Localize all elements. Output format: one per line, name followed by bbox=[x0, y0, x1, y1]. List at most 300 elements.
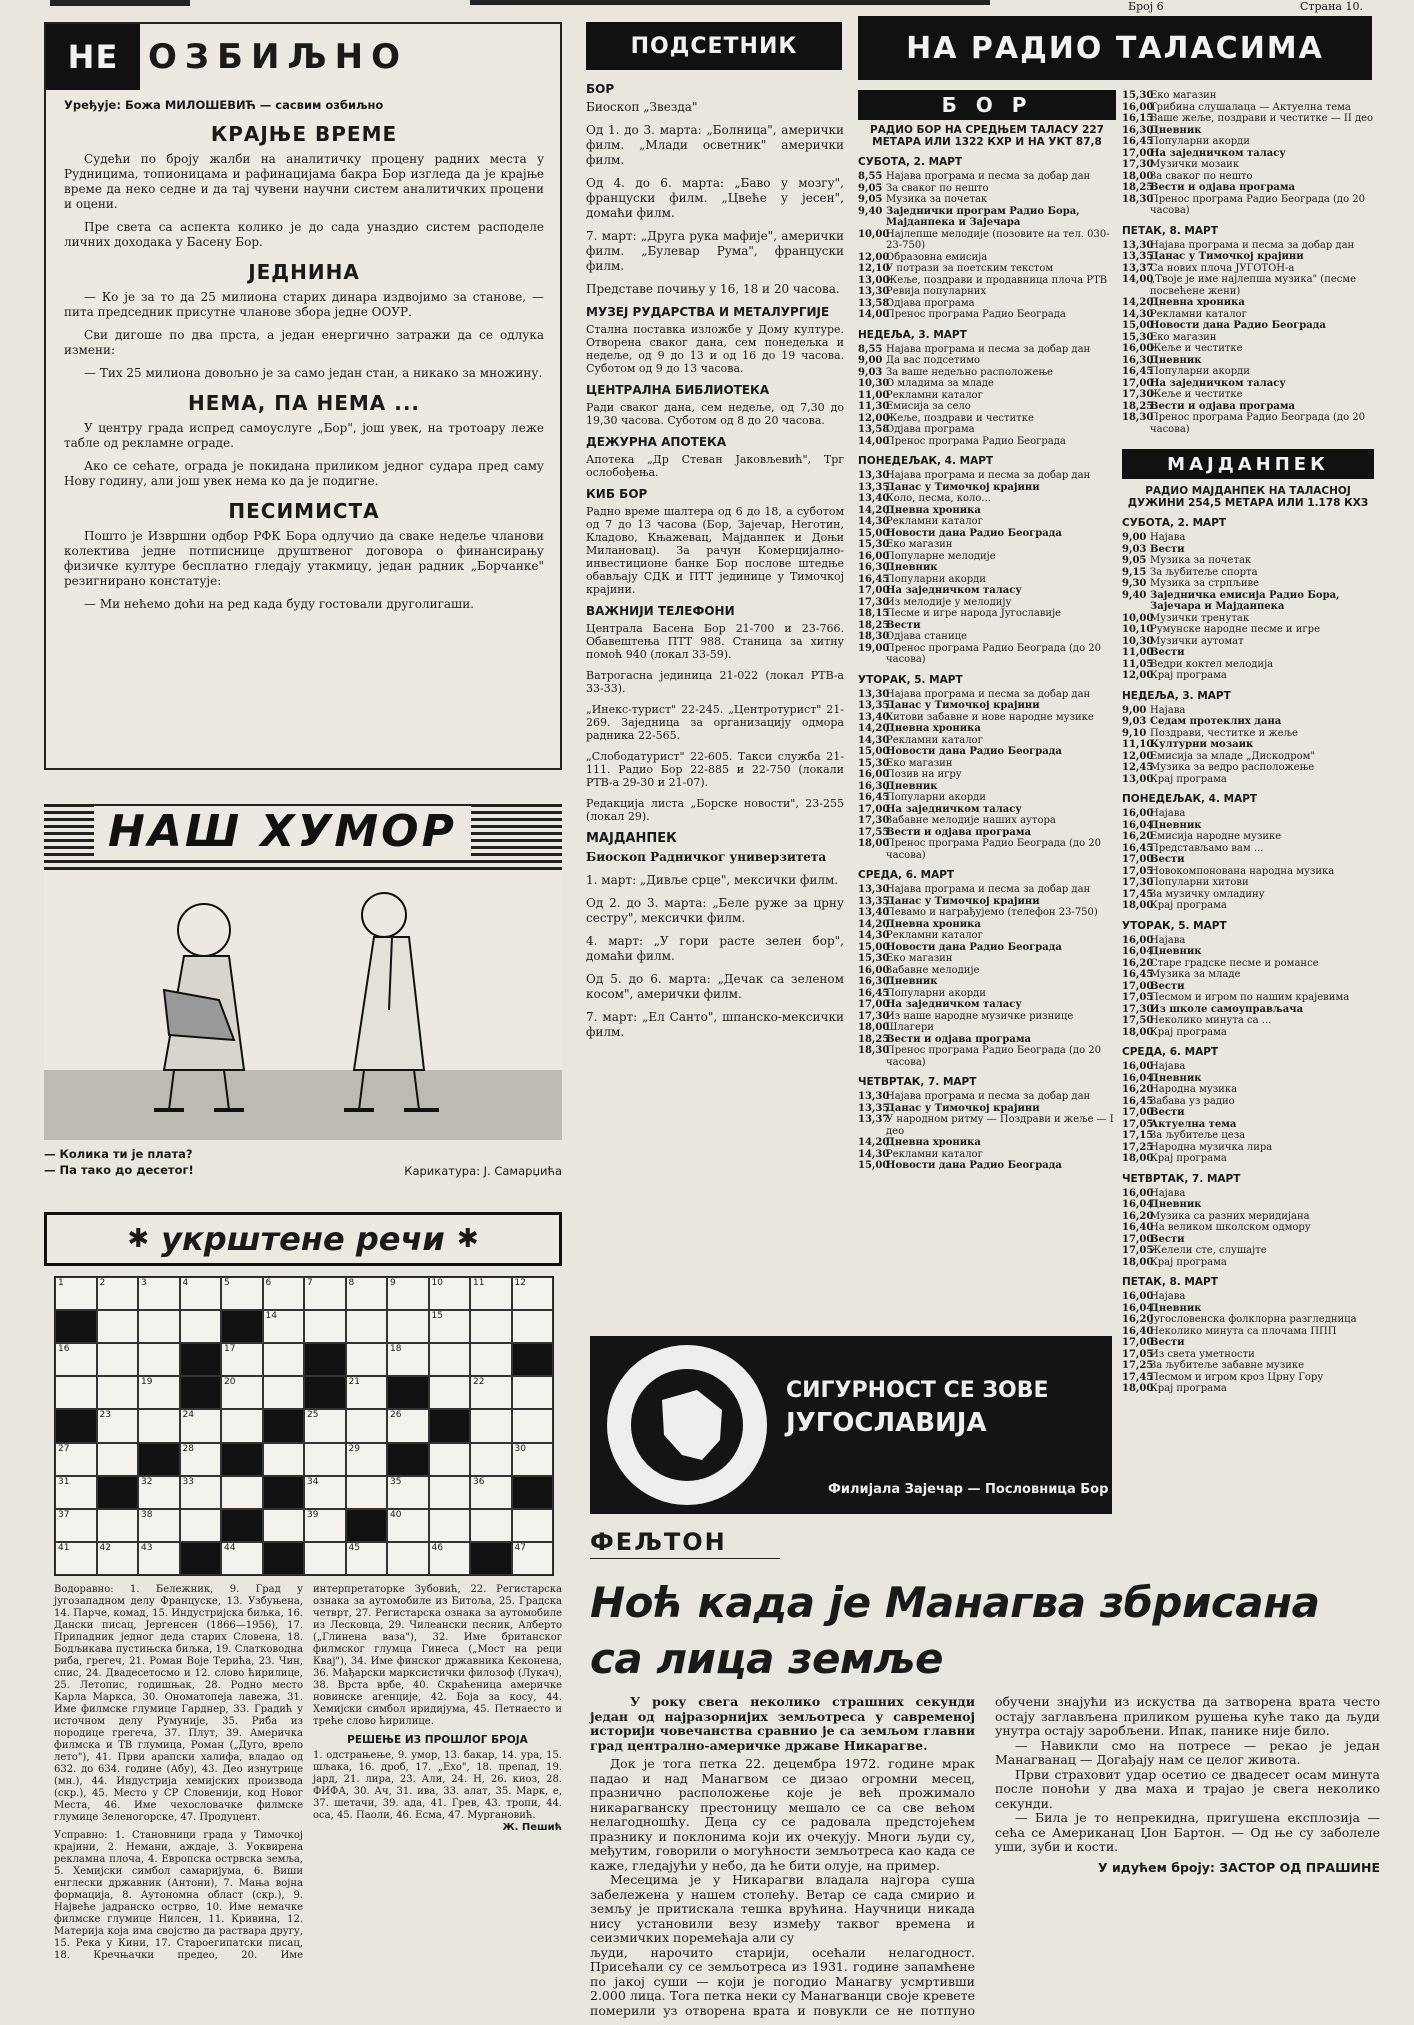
program-row bbox=[858, 482, 1116, 494]
clue-number: 1 bbox=[58, 1278, 64, 1288]
program-row bbox=[858, 930, 1116, 942]
crossword-cell[interactable] bbox=[429, 1509, 471, 1542]
crossword-cell[interactable] bbox=[387, 1542, 429, 1575]
feljton-kicker: ФЕЉТОН bbox=[590, 1528, 780, 1559]
program-row bbox=[1122, 1096, 1374, 1108]
program-row bbox=[858, 884, 1116, 896]
program-time: 13,00 bbox=[1122, 773, 1154, 785]
feljton-para: Месецима је у Никарагви владала најгора суша забележена у нашем столећу. Ветар се сада смирио и земљу је притискала тешка врућина. Научници никада нису установили везу између таквог времена и сеизмичких поремећаја али су bbox=[590, 1872, 975, 1945]
program-time: 15,00 bbox=[858, 527, 890, 539]
crossword-cell[interactable] bbox=[304, 1277, 346, 1310]
crossword-cell[interactable] bbox=[387, 1476, 429, 1509]
program-time: 16,40 bbox=[1122, 1325, 1154, 1337]
crossword-cell[interactable] bbox=[387, 1310, 429, 1343]
crossword-cell[interactable] bbox=[221, 1409, 263, 1442]
clue-number: 46 bbox=[431, 1542, 443, 1553]
program-time: 16,45 bbox=[1122, 366, 1154, 377]
program-row bbox=[1122, 136, 1374, 148]
program-time: 13,30 bbox=[858, 1091, 890, 1102]
crossword-cell[interactable] bbox=[263, 1277, 305, 1310]
program-title: Да вас подсетимо bbox=[886, 355, 980, 366]
program-time: 17,00 bbox=[1122, 980, 1154, 992]
crossword-cell[interactable] bbox=[304, 1542, 346, 1575]
crossword-cell[interactable] bbox=[512, 1310, 554, 1343]
program-title: Новости дана Радио Београда bbox=[886, 746, 1062, 757]
program-time: 15,00 bbox=[1122, 320, 1154, 331]
crossword-cell[interactable] bbox=[304, 1310, 346, 1343]
program-title: Из света уметности bbox=[1150, 1348, 1255, 1360]
program-title: Најава bbox=[1150, 934, 1186, 946]
crossword-cell[interactable] bbox=[138, 1476, 180, 1509]
program-time: 16,04 bbox=[1122, 1072, 1154, 1084]
crossword-cell[interactable] bbox=[429, 1277, 471, 1310]
clue-number: 3 bbox=[141, 1278, 147, 1288]
program-title: У потрази за поетским текстом bbox=[886, 263, 1054, 274]
crossword-cell[interactable] bbox=[221, 1343, 263, 1376]
program-title: Дневник bbox=[886, 780, 938, 792]
program-row bbox=[858, 919, 1116, 931]
program-title: Дневна хроника bbox=[886, 504, 981, 516]
crossword-cell[interactable] bbox=[138, 1542, 180, 1575]
program-title: Еко магазин bbox=[1150, 90, 1217, 101]
program-title: Вести и одјава програма bbox=[1150, 182, 1295, 193]
ad-line2: ЈУГОСЛАВИЈА bbox=[786, 1408, 987, 1438]
clue-number: 34 bbox=[307, 1476, 319, 1487]
program-title: Најава bbox=[1150, 1061, 1186, 1072]
para: Судећи по броју жалби на аналитичку процену радних места у Рудницима, топионицама и рафинацијама бакра Бор изгледа да је крајње време да неко седне и да тај чувени научни систем аналитичких процени и оцени. bbox=[64, 152, 544, 211]
program-title: Музички аутомат bbox=[1150, 635, 1244, 647]
program-row bbox=[858, 298, 1116, 310]
program-time: 17,00 bbox=[1122, 854, 1154, 865]
program-time: 16,00 bbox=[858, 769, 890, 780]
feljton-title: Ноћ када је Манагва збрисана са лица земље bbox=[590, 1578, 1320, 1683]
program-title: Дневна хроника bbox=[886, 1137, 981, 1148]
program-row bbox=[858, 700, 1116, 712]
program-row bbox=[1122, 1153, 1374, 1165]
program-title: За љубитеље забавне музике bbox=[1150, 1360, 1305, 1371]
program-title: Из школе самоуправљача bbox=[1150, 1003, 1304, 1015]
program-title: Вести и одјава програма bbox=[886, 1033, 1031, 1045]
program-time: 16,45 bbox=[1122, 1095, 1154, 1107]
program-title: Најава bbox=[1150, 808, 1186, 819]
crossword-cell[interactable] bbox=[346, 1277, 388, 1310]
program-row bbox=[1122, 544, 1374, 556]
crossword-black-cell bbox=[263, 1542, 305, 1575]
program-title: На заједничком таласу bbox=[1150, 377, 1286, 389]
program-title: Пренос програма Радио Београда (до 20 часова) bbox=[886, 838, 1101, 861]
kib-heading: КИБ БОР bbox=[586, 487, 648, 501]
crossword-grid[interactable] bbox=[54, 1276, 554, 1576]
program-title: Крај програма bbox=[1150, 900, 1227, 911]
feljton-section bbox=[590, 1528, 1380, 2018]
crossword-cell[interactable] bbox=[221, 1277, 263, 1310]
program-time: 11,00 bbox=[1122, 647, 1154, 658]
program-time: 9,30 bbox=[1122, 578, 1147, 589]
crossword-cell[interactable] bbox=[512, 1277, 554, 1310]
bor-station-info: РАДИО БОР НА СРЕДЊЕМ ТАЛАСУ 227 МЕТАРА ИЛИ 1322 КХР И НА УКТ 87,8 bbox=[870, 124, 1104, 148]
program-title: Дневна хроника bbox=[886, 918, 981, 930]
program-row bbox=[1122, 889, 1374, 901]
heading-jednina: ЈЕДНИНА bbox=[248, 260, 360, 284]
crossword-cell[interactable] bbox=[55, 1509, 97, 1542]
crossword-cell[interactable] bbox=[304, 1509, 346, 1542]
top-strip bbox=[0, 0, 1414, 14]
crossword-cell[interactable] bbox=[304, 1443, 346, 1476]
crossword-cell[interactable] bbox=[512, 1542, 554, 1575]
program-row bbox=[1122, 1130, 1374, 1142]
program-title: Најава bbox=[1150, 1291, 1186, 1302]
crossword-cell[interactable] bbox=[387, 1509, 429, 1542]
clue-number: 18 bbox=[390, 1344, 402, 1355]
program-time: 13,58 bbox=[858, 424, 890, 435]
program-time: 16,30 bbox=[858, 976, 890, 987]
program-row bbox=[858, 263, 1116, 275]
program-title: Новости дана Радио Београда bbox=[886, 1160, 1062, 1171]
crossword-cell[interactable] bbox=[429, 1343, 471, 1376]
program-time: 16,40 bbox=[1122, 1222, 1154, 1233]
program-row bbox=[1122, 159, 1374, 171]
program-title: Позив на игру bbox=[886, 769, 962, 780]
program-title: Крај програма bbox=[1150, 1026, 1227, 1038]
crossword-cell[interactable] bbox=[304, 1409, 346, 1442]
crossword-cell[interactable] bbox=[263, 1343, 305, 1376]
star-icon: ✱ bbox=[127, 1224, 150, 1254]
program-time: 12,00 bbox=[1122, 670, 1154, 681]
program-row bbox=[858, 344, 1116, 356]
crossword-cell[interactable] bbox=[346, 1376, 388, 1409]
crossword-cell[interactable] bbox=[55, 1476, 97, 1509]
program-title: Дневник bbox=[886, 976, 938, 987]
crossword-cell[interactable] bbox=[55, 1376, 97, 1409]
program-row bbox=[858, 1034, 1116, 1046]
crossword-cell[interactable] bbox=[512, 1376, 554, 1409]
clue-number: 42 bbox=[99, 1542, 111, 1553]
program-time: 9,15 bbox=[1122, 566, 1147, 578]
program-title: Народна музичка лира bbox=[1150, 1141, 1273, 1153]
crossword-cell[interactable] bbox=[429, 1443, 471, 1476]
program-time: 18,00 bbox=[1122, 1026, 1154, 1038]
program-title: Рекламни каталог bbox=[886, 734, 983, 746]
program-row bbox=[1122, 716, 1374, 728]
majdanpek-station-info: РАДИО МАЈДАНПЕК НА ТАЛАСНОЈ ДУЖИНИ 254,5 МЕТАРА ИЛИ 1.178 КХЗ bbox=[1127, 485, 1369, 509]
crossword-cell[interactable] bbox=[55, 1542, 97, 1575]
program-time: 14,30 bbox=[858, 1148, 890, 1160]
crossword-cell[interactable] bbox=[55, 1277, 97, 1310]
program-time: 9,40 bbox=[858, 205, 883, 217]
program-time: 16,45 bbox=[858, 792, 890, 803]
program-time: 10,00 bbox=[858, 228, 890, 240]
biblioteka-heading: ЦЕНТРАЛНА БИБЛИОТЕКА bbox=[586, 383, 770, 397]
program-title: За ваше недељно расположење bbox=[886, 366, 1053, 378]
crossword-cell[interactable] bbox=[263, 1509, 305, 1542]
program-row bbox=[858, 792, 1116, 804]
crossword-cell[interactable] bbox=[180, 1409, 222, 1442]
crossword-cell[interactable] bbox=[304, 1476, 346, 1509]
program-row bbox=[858, 229, 1116, 252]
crossword-cell[interactable] bbox=[429, 1310, 471, 1343]
program-title: На заједничком таласу bbox=[886, 585, 1022, 596]
program-time: 10,10 bbox=[1122, 624, 1154, 635]
program-title: Пренос програма Радио Београда (до 20 часова) bbox=[1150, 193, 1365, 216]
program-row bbox=[858, 436, 1116, 448]
program-title: Популарни акорди bbox=[886, 573, 986, 585]
podsetnik-title: ПОДСЕТНИК bbox=[586, 22, 842, 70]
crossword-black-cell bbox=[221, 1443, 263, 1476]
program-title: Старе градске песме и романсе bbox=[1150, 957, 1319, 969]
program-title: Популарни акорди bbox=[1150, 136, 1250, 147]
biblioteka-text: Ради сваког дана, сем недеље, од 7,30 до 19,30 часова. Суботом од 8 до 20 часова. bbox=[586, 401, 844, 427]
movie-entry: Од 5. до 6. марта: „Дечак са зеленом косом", амерички филм. bbox=[586, 972, 844, 1001]
program-row bbox=[1122, 567, 1374, 579]
program-title: Вести bbox=[1150, 980, 1185, 992]
program-time: 17,30 bbox=[858, 596, 890, 608]
program-row bbox=[858, 907, 1116, 919]
crossword-cell[interactable] bbox=[180, 1310, 222, 1343]
program-title: За сваког по нешто bbox=[886, 182, 989, 194]
program-time: 17,00 bbox=[1122, 377, 1154, 389]
day-heading: СУБОТА, 2. МАРТ bbox=[858, 156, 963, 168]
crossword-cell[interactable] bbox=[470, 1443, 512, 1476]
day-heading: НЕДЕЉА, 3. МАРТ bbox=[858, 328, 967, 341]
program-row bbox=[858, 367, 1116, 379]
program-time: 18,00 bbox=[1122, 1153, 1154, 1164]
program-time: 17,00 bbox=[1122, 1337, 1154, 1348]
program-row bbox=[858, 252, 1116, 264]
program-row bbox=[1122, 1061, 1374, 1073]
clue-number: 8 bbox=[348, 1278, 355, 1288]
day-heading: ЧЕТВРТАК, 7. МАРТ bbox=[858, 1076, 977, 1088]
program-row bbox=[858, 505, 1116, 517]
crossword-cell[interactable] bbox=[346, 1310, 388, 1343]
clue-number: 28 bbox=[182, 1443, 194, 1454]
program-title: Најава bbox=[1150, 704, 1186, 716]
crossword-cell[interactable] bbox=[97, 1409, 139, 1442]
program-time: 18,25 bbox=[1122, 182, 1154, 193]
program-time: 13,30 bbox=[858, 470, 890, 481]
program-time: 18,00 bbox=[858, 838, 890, 849]
program-row bbox=[858, 896, 1116, 908]
crossword-cell[interactable] bbox=[387, 1409, 429, 1442]
crossword-cell[interactable] bbox=[512, 1509, 554, 1542]
program-title: Најава програма и песма за добар дан bbox=[886, 1091, 1091, 1102]
crossword-cell[interactable] bbox=[138, 1343, 180, 1376]
crossword-cell[interactable] bbox=[263, 1376, 305, 1409]
feljton-next: У идућем броју: ЗАСТОР ОД ПРАШИНЕ bbox=[1098, 1859, 1380, 1875]
program-title: За љубитеље цеза bbox=[1150, 1130, 1246, 1141]
crossword-cell[interactable] bbox=[138, 1277, 180, 1310]
program-title: Крај програма bbox=[1150, 1256, 1227, 1268]
program-title: Трибина слушалаца — Актуелна тема bbox=[1150, 101, 1351, 113]
crossword-cell[interactable] bbox=[429, 1476, 471, 1509]
program-title: Одјава станице bbox=[886, 631, 967, 642]
program-time: 13,30 bbox=[858, 688, 890, 700]
program-time: 15,30 bbox=[858, 757, 890, 769]
program-time: 17,00 bbox=[1122, 147, 1154, 159]
crossword-cell[interactable] bbox=[346, 1443, 388, 1476]
crossword-cell[interactable] bbox=[97, 1376, 139, 1409]
neozbiljno-title-a: НЕ bbox=[46, 24, 140, 90]
program-title: Популарни акорди bbox=[886, 792, 986, 803]
solution-text: 1. одстрањење, 9. умор, 13. бакар, 14. ура, 15. шљака, 16. дроб, 17. „Ехо", 18. препад, 19. јард, 21. лира, 23. Али, 24. Н, 26. киоз, 28. ФИФА, 30. Ач, 31. ива, 33. алат, 35. Марк, е, 37. шетачи, 39. ада, 41. Грев, 43. тропи, 44. оса, 45. Паоли, 46. Есма, 47. Мургановић. bbox=[313, 1750, 562, 1821]
program-time: 18,00 bbox=[1122, 1256, 1154, 1268]
crossword-cell[interactable] bbox=[346, 1476, 388, 1509]
crossword-cell[interactable] bbox=[346, 1542, 388, 1575]
crossword-cell[interactable] bbox=[221, 1376, 263, 1409]
program-row bbox=[1122, 1245, 1374, 1257]
clue-number: 5 bbox=[224, 1278, 230, 1288]
program-title: Популарни хитови bbox=[1150, 877, 1249, 888]
crossword-cell[interactable] bbox=[97, 1542, 139, 1575]
program-row bbox=[1122, 670, 1374, 682]
crossword-cell[interactable] bbox=[180, 1476, 222, 1509]
crossword-cell[interactable] bbox=[512, 1443, 554, 1476]
crossword-cell[interactable] bbox=[470, 1376, 512, 1409]
program-row bbox=[1122, 251, 1374, 263]
crossword-cell[interactable] bbox=[97, 1277, 139, 1310]
crossword-cell[interactable] bbox=[55, 1443, 97, 1476]
program-row bbox=[1122, 1027, 1374, 1039]
crossword-cell[interactable] bbox=[470, 1476, 512, 1509]
clue-number: 41 bbox=[58, 1542, 70, 1553]
program-title: Музика за ведро расположење bbox=[1150, 762, 1315, 773]
program-title: Заједнички програм Радио Бора, Мајданпека и Зајечара bbox=[886, 205, 1080, 228]
crossword-cell[interactable] bbox=[138, 1409, 180, 1442]
program-time: 14,20 bbox=[858, 1137, 890, 1148]
star-icon: ✱ bbox=[456, 1224, 479, 1254]
crossword-cell[interactable] bbox=[180, 1443, 222, 1476]
crossword-cell[interactable] bbox=[138, 1376, 180, 1409]
program-title: Рекламни каталог bbox=[1150, 308, 1247, 320]
program-row bbox=[858, 769, 1116, 781]
crossword-cell[interactable] bbox=[512, 1409, 554, 1442]
clue-number: 11 bbox=[473, 1278, 485, 1288]
program-title: Дневник bbox=[1150, 1072, 1202, 1084]
program-time: 16,00 bbox=[1122, 934, 1154, 946]
program-time: 16,30 bbox=[858, 562, 890, 573]
crossword-cell[interactable] bbox=[470, 1277, 512, 1310]
crossword-cell[interactable] bbox=[55, 1343, 97, 1376]
crossword-cell[interactable] bbox=[180, 1277, 222, 1310]
crossword-cell[interactable] bbox=[221, 1542, 263, 1575]
clue-number: 21 bbox=[348, 1377, 360, 1388]
crossword-cell[interactable] bbox=[429, 1376, 471, 1409]
program-time: 16,00 bbox=[1122, 343, 1154, 354]
program-time: 18,00 bbox=[858, 1022, 890, 1033]
program-time: 10,30 bbox=[858, 378, 890, 389]
program-title: Рекламни каталог bbox=[886, 930, 983, 941]
program-title: Популарни акорди bbox=[886, 987, 986, 999]
clue-number: 47 bbox=[514, 1542, 526, 1553]
program-time: 13,35 bbox=[1122, 251, 1154, 262]
heading-krajnje-vreme: КРАЈЊЕ ВРЕМЕ bbox=[210, 122, 398, 146]
crossword-cell[interactable] bbox=[263, 1310, 305, 1343]
program-row bbox=[1122, 263, 1374, 275]
crossword-cell[interactable] bbox=[470, 1310, 512, 1343]
crossword-cell[interactable] bbox=[97, 1509, 139, 1542]
crossword-cell[interactable] bbox=[138, 1310, 180, 1343]
program-row bbox=[858, 390, 1116, 402]
program-title: О младима за младе bbox=[886, 378, 994, 389]
program-row bbox=[858, 746, 1116, 758]
program-row bbox=[1122, 389, 1374, 401]
program-time: 11,05 bbox=[1122, 658, 1154, 670]
program-row bbox=[858, 827, 1116, 839]
crossword-cell[interactable] bbox=[387, 1277, 429, 1310]
crossword-cell[interactable] bbox=[180, 1509, 222, 1542]
program-time: 12,00 bbox=[1122, 750, 1154, 762]
clue-number: 26 bbox=[390, 1410, 402, 1421]
program-row bbox=[1122, 412, 1374, 435]
crossword-cell[interactable] bbox=[138, 1509, 180, 1542]
program-time: 18,25 bbox=[858, 1033, 890, 1045]
crossword-cell[interactable] bbox=[387, 1343, 429, 1376]
crossword-cell[interactable] bbox=[470, 1509, 512, 1542]
crossword-cell[interactable] bbox=[221, 1476, 263, 1509]
crossword-cell[interactable] bbox=[346, 1409, 388, 1442]
program-title: Крај програма bbox=[1150, 670, 1227, 681]
neozbiljno-column bbox=[44, 22, 562, 770]
crossword-cell[interactable] bbox=[470, 1409, 512, 1442]
muzej-heading: МУЗЕЈ РУДАРСТВА И МЕТАЛУРГИЈЕ bbox=[586, 305, 830, 319]
program-time: 17,00 bbox=[1122, 1107, 1154, 1118]
program-row bbox=[1122, 1372, 1374, 1384]
program-title: Хитови забавне и нове народне музике bbox=[886, 711, 1094, 723]
program-row bbox=[1122, 1199, 1374, 1211]
program-time: 17,00 bbox=[858, 585, 890, 596]
program-row bbox=[1122, 659, 1374, 671]
day-heading: СРЕДА, 6. МАРТ bbox=[858, 869, 955, 881]
clue-number: 37 bbox=[58, 1509, 70, 1520]
crossword-title: укрштене речи bbox=[161, 1220, 445, 1258]
crossword-cell[interactable] bbox=[470, 1343, 512, 1376]
program-row bbox=[1122, 900, 1374, 912]
clue-number: 6 bbox=[265, 1278, 272, 1288]
program-row bbox=[858, 735, 1116, 747]
program-row bbox=[858, 815, 1116, 827]
program-row bbox=[858, 1022, 1116, 1034]
crossword-cell[interactable] bbox=[346, 1343, 388, 1376]
crossword-cell[interactable] bbox=[97, 1310, 139, 1343]
bioskop: Биоскоп Радничког универзитета bbox=[586, 850, 827, 864]
program-row bbox=[1122, 981, 1374, 993]
program-row bbox=[858, 1114, 1116, 1137]
program-title: Вести bbox=[1150, 1233, 1185, 1245]
radio-title: НА РАДИО ТАЛАСИМА bbox=[858, 16, 1372, 80]
program-title: Рекламни каталог bbox=[886, 516, 983, 527]
program-row bbox=[858, 378, 1116, 390]
crossword-cell[interactable] bbox=[263, 1443, 305, 1476]
program-time: 17,55 bbox=[858, 826, 890, 838]
clue-number: 35 bbox=[390, 1476, 402, 1487]
program-row bbox=[1122, 1004, 1374, 1016]
program-row bbox=[1122, 1234, 1374, 1246]
program-time: 16,15 bbox=[1122, 113, 1154, 124]
program-row bbox=[1122, 378, 1374, 390]
program-row bbox=[1122, 194, 1374, 217]
clue-number: 20 bbox=[224, 1377, 236, 1388]
program-time: 16,45 bbox=[858, 987, 890, 999]
program-time: 17,45 bbox=[1122, 888, 1154, 900]
day-heading: ПЕТАК, 8. МАРТ bbox=[1122, 224, 1218, 237]
crossword-cell[interactable] bbox=[97, 1343, 139, 1376]
ad-footer: Филијала Зајечар — Пословница Бор bbox=[828, 1482, 1109, 1497]
crossword-cell[interactable] bbox=[97, 1443, 139, 1476]
clue-number: 22 bbox=[473, 1377, 485, 1388]
program-title: Дневник bbox=[1150, 124, 1202, 136]
crossword-black-cell bbox=[55, 1310, 97, 1343]
crossword-cell[interactable] bbox=[429, 1542, 471, 1575]
program-row bbox=[858, 988, 1116, 1000]
